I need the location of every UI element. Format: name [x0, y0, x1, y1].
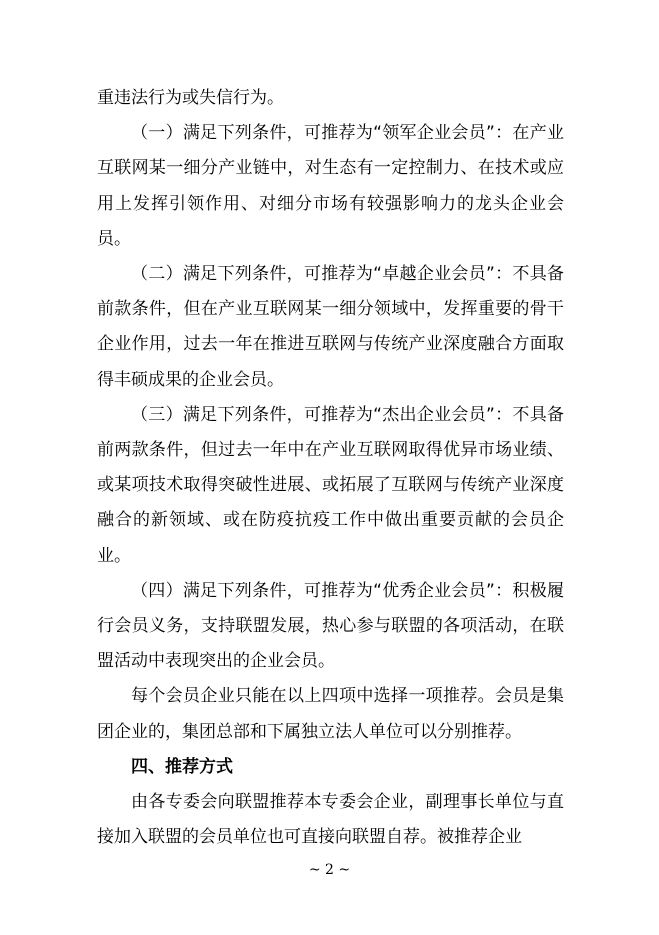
document-body — [97, 81, 564, 855]
page-number: ~ 2 ~ — [308, 862, 351, 878]
paragraph-excellent-member: （二）满足下列条件，可推荐为“卓越企业会员”：不具备前款条件，但在产业互联网某一细分领域中，发挥重要的骨干企业作用，过去一年在推进互联网与传统产业深度融合方面取得丰硕成果的企业会员。 — [97, 264, 564, 390]
section-heading: 四、推荐方式 — [131, 756, 233, 777]
paragraph-selection-rule: 每个会员企业只能在以上四项中选择一项推荐。会员是集团企业的，集团总部和下属独立法人单位可以分别推荐。 — [97, 686, 564, 742]
paragraph-good-member: （四）满足下列条件，可推荐为“优秀企业会员”：积极履行会员义务，支持联盟发展，热心参与联盟的各项活动，在联盟活动中表现突出的企业会员。 — [97, 580, 564, 672]
paragraph-outstanding-member: （三）满足下列条件，可推荐为“杰出企业会员”：不具备前两款条件，但过去一年中在产业互联网取得优异市场业绩、或某项技术取得突破性进展、或拓展了互联网与传统产业深度融合的新领域、或在防疫抗疫工作中做出重要贡献的会员企业。 — [97, 404, 564, 566]
paragraph-continuation: 重违法行为或失信行为。 — [97, 88, 284, 108]
paragraph-recommendation-method: 由各专委会向联盟推荐本专委会企业，副理事长单位与直接加入联盟的会员单位也可直接向联盟自荐。被推荐企业 — [97, 792, 564, 848]
paragraph-leading-member: （一）满足下列条件，可推荐为“领军企业会员”：在产业互联网某一细分产业链中，对生态有一定控制力、在技术或应用上发挥引领作用、对细分市场有较强影响力的龙头企业会员。 — [97, 123, 564, 249]
